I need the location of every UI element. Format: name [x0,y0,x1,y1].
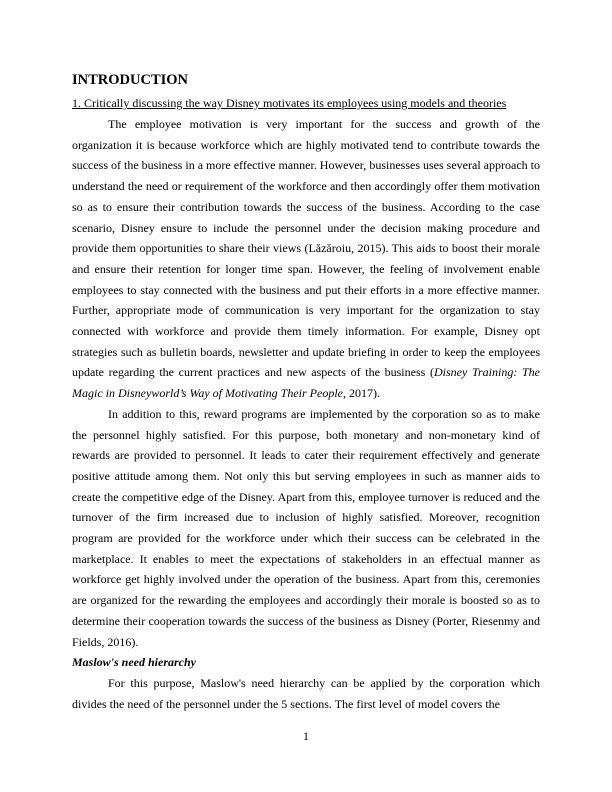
citation-title: Disney Training: The Magic in Disneyworld’s Way of Motivating Their People [72,365,540,401]
paragraph-text: The employee motivation is very important for the success and growth of the organization it is because workforce which are highly motivated tend to contribute towards the success of the business in a more effective manner. However, businesses uses several approach to understand the need or requirement of the workforce and then accordingly offer them motivation so as to ensure their contribution towards the success of the business. According to the case scenario, Disney ensure to include the personnel under the decision making procedure and provide them opportunities to share their views (Lăzăroiu, 2015). This aids to boost their morale and ensure their retention for longer time span. However, the feeling of involvement enable employees to stay connected with the business and put their efforts in a more effective manner. Further, appropriate mode of communication is very important for the organization to stay connected with workforce and provide them timely information. For example, Disney opt strategies such as bulletin boards, newsletter and update briefing in order to keep the employees update regarding the current practices and new aspects of the business ( [72,117,540,380]
page-title: INTRODUCTION [72,72,189,88]
section-subheading: 1. Critically discussing the way Disney motivates its employees using models and theories [72,96,507,110]
maslow-heading: Maslow's need hierarchy [72,655,197,670]
paragraph-employee-motivation [72,114,540,404]
paragraph-maslow: For this purpose, Maslow's need hierarchy can be applied by the corporation which divides the need of the personnel under the 5 sections. The first level of model covers the [72,675,540,711]
citation-tail: , 2017). [342,386,380,401]
document-body [72,114,540,714]
page-number: 1 [303,729,309,743]
paragraph-reward-programs: In addition to this, reward programs are implemented by the corporation so as to make the personnel highly satisfied. For this purpose, both monetary and non-monetary kind of rewards are provided to personnel. It leads to cater their requirement effectively and generate positive attitude among them. Not only this but serving employees in such as manner aids to create the competitive edge of the Disney. Apart from this, employee turnover is reduced and the turnover of the firm increased due to inclusion of highly satisfied. Moreover, recognition program are provided for the workforce under which their success can be celebrated in the marketplace. It enables to meet the expectations of stakeholders in an effectual manner as workforce get highly involved under the operation of the business. Apart from this, ceremonies are organized for the rewarding the employees and accordingly their morale is boosted so as to determine their cooperation towards the success of the business as Disney (Porter, Riesenmy and Fields, 2016). [72,406,540,649]
